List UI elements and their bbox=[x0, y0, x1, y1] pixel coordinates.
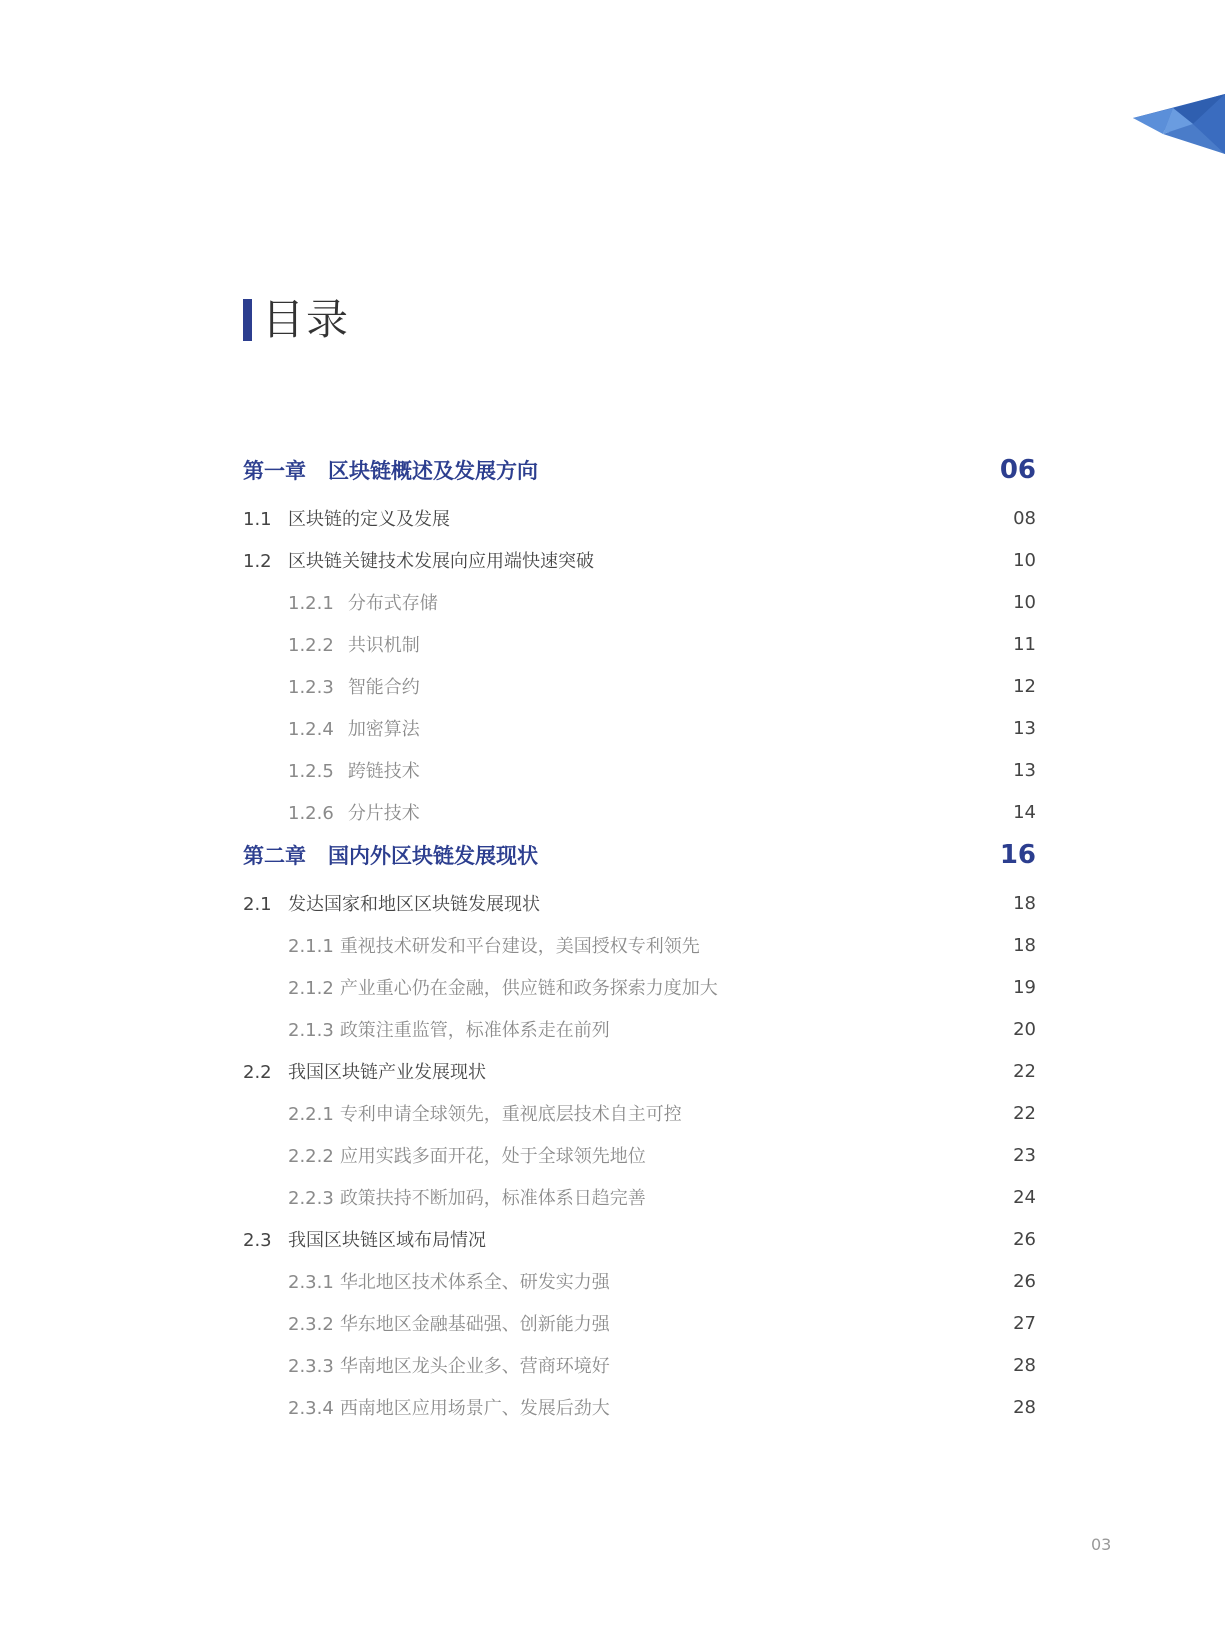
toc-entry-number: 1.2.1 bbox=[288, 593, 334, 614]
toc-subsection-row[interactable] bbox=[243, 930, 1036, 960]
toc-entry-title: 应用实践多面开花，处于全球领先地位 bbox=[339, 1146, 646, 1167]
toc-entry-number: 2.2.2 bbox=[288, 1146, 334, 1167]
toc-entry-label bbox=[243, 589, 1013, 615]
toc-heading bbox=[243, 297, 350, 343]
toc-entry-label bbox=[243, 1394, 1013, 1420]
toc-chapter-row[interactable] bbox=[243, 840, 1036, 870]
toc-subsection-row[interactable] bbox=[243, 972, 1036, 1002]
toc-entry-label bbox=[243, 932, 1013, 958]
toc-entry-page: 26 bbox=[1013, 1270, 1036, 1292]
toc-entry-number: 2.1.2 bbox=[288, 978, 334, 999]
toc-entry-label bbox=[243, 840, 1000, 870]
toc-entry-label bbox=[243, 1016, 1013, 1042]
toc-entry-label bbox=[243, 631, 1013, 657]
toc-subsection-row[interactable] bbox=[243, 671, 1036, 701]
toc-entry-page: 16 bbox=[999, 840, 1036, 870]
toc-entry-number: 2.1.1 bbox=[288, 936, 334, 957]
toc-section-row[interactable] bbox=[243, 545, 1036, 575]
toc-entry-number: 第一章 bbox=[243, 459, 306, 483]
toc-entry-title: 华东地区金融基础强、创新能力强 bbox=[339, 1314, 610, 1335]
toc-entry-title: 西南地区应用场景广、发展后劲大 bbox=[339, 1398, 610, 1419]
toc-section-row[interactable] bbox=[243, 1056, 1036, 1086]
toc-entry-title: 加密算法 bbox=[347, 719, 420, 740]
toc-entry-label bbox=[243, 799, 1013, 825]
toc-entry-label bbox=[243, 673, 1013, 699]
toc-section-row[interactable] bbox=[243, 888, 1036, 918]
corner-triangle-decoration bbox=[1133, 94, 1225, 154]
toc-entry-title: 区块链的定义及发展 bbox=[288, 509, 450, 530]
toc-entry-title: 政策扶持不断加码，标准体系日趋完善 bbox=[339, 1188, 646, 1209]
toc-entry-number: 2.1 bbox=[243, 894, 272, 915]
toc-subsection-row[interactable] bbox=[243, 1014, 1036, 1044]
toc-entry-page: 19 bbox=[1013, 976, 1036, 998]
toc-subsection-row[interactable] bbox=[243, 629, 1036, 659]
toc-subsection-row[interactable] bbox=[243, 587, 1036, 617]
toc-entry-title: 我国区块链产业发展现状 bbox=[288, 1062, 486, 1083]
toc-entry-label bbox=[243, 505, 1013, 531]
toc-entry-number: 1.2.4 bbox=[288, 719, 334, 740]
toc-entry-label bbox=[243, 1184, 1013, 1210]
toc-entry-page: 28 bbox=[1013, 1354, 1036, 1376]
toc-entry-page: 20 bbox=[1013, 1018, 1036, 1040]
toc-entry-label bbox=[243, 1100, 1013, 1126]
toc-entry-page: 22 bbox=[1013, 1060, 1036, 1082]
toc-entry-page: 18 bbox=[1013, 934, 1036, 956]
toc-entry-page: 26 bbox=[1013, 1228, 1036, 1250]
toc-entry-number: 第二章 bbox=[243, 844, 306, 868]
toc-entry-title: 专利申请全球领先，重视底层技术自主可控 bbox=[339, 1104, 682, 1125]
toc-subsection-row[interactable] bbox=[243, 713, 1036, 743]
toc-entry-label bbox=[243, 1142, 1013, 1168]
toc-entry-number: 1.1 bbox=[243, 509, 272, 530]
toc-entry-number: 2.3 bbox=[243, 1230, 272, 1251]
toc-entry-title: 跨链技术 bbox=[347, 761, 420, 782]
toc-subsection-row[interactable] bbox=[243, 755, 1036, 785]
toc-entry-number: 1.2.3 bbox=[288, 677, 334, 698]
toc-entry-page: 13 bbox=[1013, 759, 1036, 781]
toc-entry-title: 华南地区龙头企业多、营商环境好 bbox=[339, 1356, 610, 1377]
toc-entry-number: 1.2.6 bbox=[288, 803, 334, 824]
toc-entry-title: 我国区块链区域布局情况 bbox=[288, 1230, 486, 1251]
toc-entry-title: 共识机制 bbox=[347, 635, 420, 656]
toc-entry-page: 22 bbox=[1013, 1102, 1036, 1124]
toc-chapter-row[interactable] bbox=[243, 455, 1036, 485]
toc-subsection-row[interactable] bbox=[243, 1392, 1036, 1422]
toc-entry-label bbox=[243, 1058, 1013, 1084]
toc-entry-page: 13 bbox=[1013, 717, 1036, 739]
toc-entry-label bbox=[243, 1352, 1013, 1378]
toc-entry-number: 1.2 bbox=[243, 551, 272, 572]
toc-entry-label bbox=[243, 1226, 1013, 1252]
toc-entry-title: 重视技术研发和平台建设，美国授权专利领先 bbox=[339, 936, 700, 957]
toc-entry-number: 2.2.3 bbox=[288, 1188, 334, 1209]
toc-subsection-row[interactable] bbox=[243, 1140, 1036, 1170]
toc-entry-number: 2.3.1 bbox=[288, 1272, 334, 1293]
toc-entry-page: 28 bbox=[1013, 1396, 1036, 1418]
toc-entry-number: 1.2.5 bbox=[288, 761, 334, 782]
toc-entry-title: 政策注重监管，标准体系走在前列 bbox=[339, 1020, 610, 1041]
heading-accent-bar bbox=[243, 299, 252, 341]
toc-subsection-row[interactable] bbox=[243, 1266, 1036, 1296]
toc-subsection-row[interactable] bbox=[243, 1308, 1036, 1338]
toc-entry-label bbox=[243, 890, 1013, 916]
toc-entry-title: 区块链关键技术发展向应用端快速突破 bbox=[288, 551, 594, 572]
toc-entry-label bbox=[243, 1268, 1013, 1294]
toc-entry-label bbox=[243, 1310, 1013, 1336]
toc-subsection-row[interactable] bbox=[243, 1350, 1036, 1380]
toc-entry-title: 区块链概述及发展方向 bbox=[328, 459, 538, 483]
toc-entry-page: 24 bbox=[1013, 1186, 1036, 1208]
page-title: 目录 bbox=[262, 295, 351, 344]
toc-subsection-row[interactable] bbox=[243, 797, 1036, 827]
toc-entry-page: 12 bbox=[1013, 675, 1036, 697]
toc-entry-number: 2.2.1 bbox=[288, 1104, 334, 1125]
toc-entry-page: 23 bbox=[1013, 1144, 1036, 1166]
toc-entry-label bbox=[243, 547, 1013, 573]
toc-entry-number: 2.3.2 bbox=[288, 1314, 334, 1335]
page-number: 03 bbox=[1091, 1535, 1112, 1554]
toc-entry-page: 06 bbox=[999, 455, 1036, 485]
toc-entry-title: 华北地区技术体系全、研发实力强 bbox=[339, 1272, 610, 1293]
toc-entry-page: 18 bbox=[1013, 892, 1036, 914]
toc-entry-page: 10 bbox=[1013, 549, 1036, 571]
toc-subsection-row[interactable] bbox=[243, 1182, 1036, 1212]
toc-section-row[interactable] bbox=[243, 503, 1036, 533]
toc-entry-label bbox=[243, 974, 1013, 1000]
toc-entry-number: 1.2.2 bbox=[288, 635, 334, 656]
toc-entry-title: 分布式存储 bbox=[347, 593, 438, 614]
toc-entry-page: 14 bbox=[1013, 801, 1036, 823]
toc-entry-number: 2.2 bbox=[243, 1062, 272, 1083]
toc-entry-number: 2.1.3 bbox=[288, 1020, 334, 1041]
toc-subsection-row[interactable] bbox=[243, 1098, 1036, 1128]
toc-entry-number: 2.3.3 bbox=[288, 1356, 334, 1377]
toc-entry-title: 产业重心仍在金融，供应链和政务探索力度加大 bbox=[339, 978, 718, 999]
toc-entry-number: 2.3.4 bbox=[288, 1398, 334, 1419]
toc-entry-title: 国内外区块链发展现状 bbox=[328, 844, 538, 868]
toc-entry-page: 10 bbox=[1013, 591, 1036, 613]
toc-entry-label bbox=[243, 715, 1013, 741]
toc-entry-page: 11 bbox=[1013, 633, 1036, 655]
toc-entry-label bbox=[243, 757, 1013, 783]
toc-entry-title: 发达国家和地区区块链发展现状 bbox=[288, 894, 540, 915]
toc-entry-page: 27 bbox=[1013, 1312, 1036, 1334]
toc-entry-title: 分片技术 bbox=[347, 803, 420, 824]
toc-section-row[interactable] bbox=[243, 1224, 1036, 1254]
toc-entry-label bbox=[243, 455, 1000, 485]
toc-entry-page: 08 bbox=[1013, 507, 1036, 529]
toc-entry-title: 智能合约 bbox=[347, 677, 420, 698]
